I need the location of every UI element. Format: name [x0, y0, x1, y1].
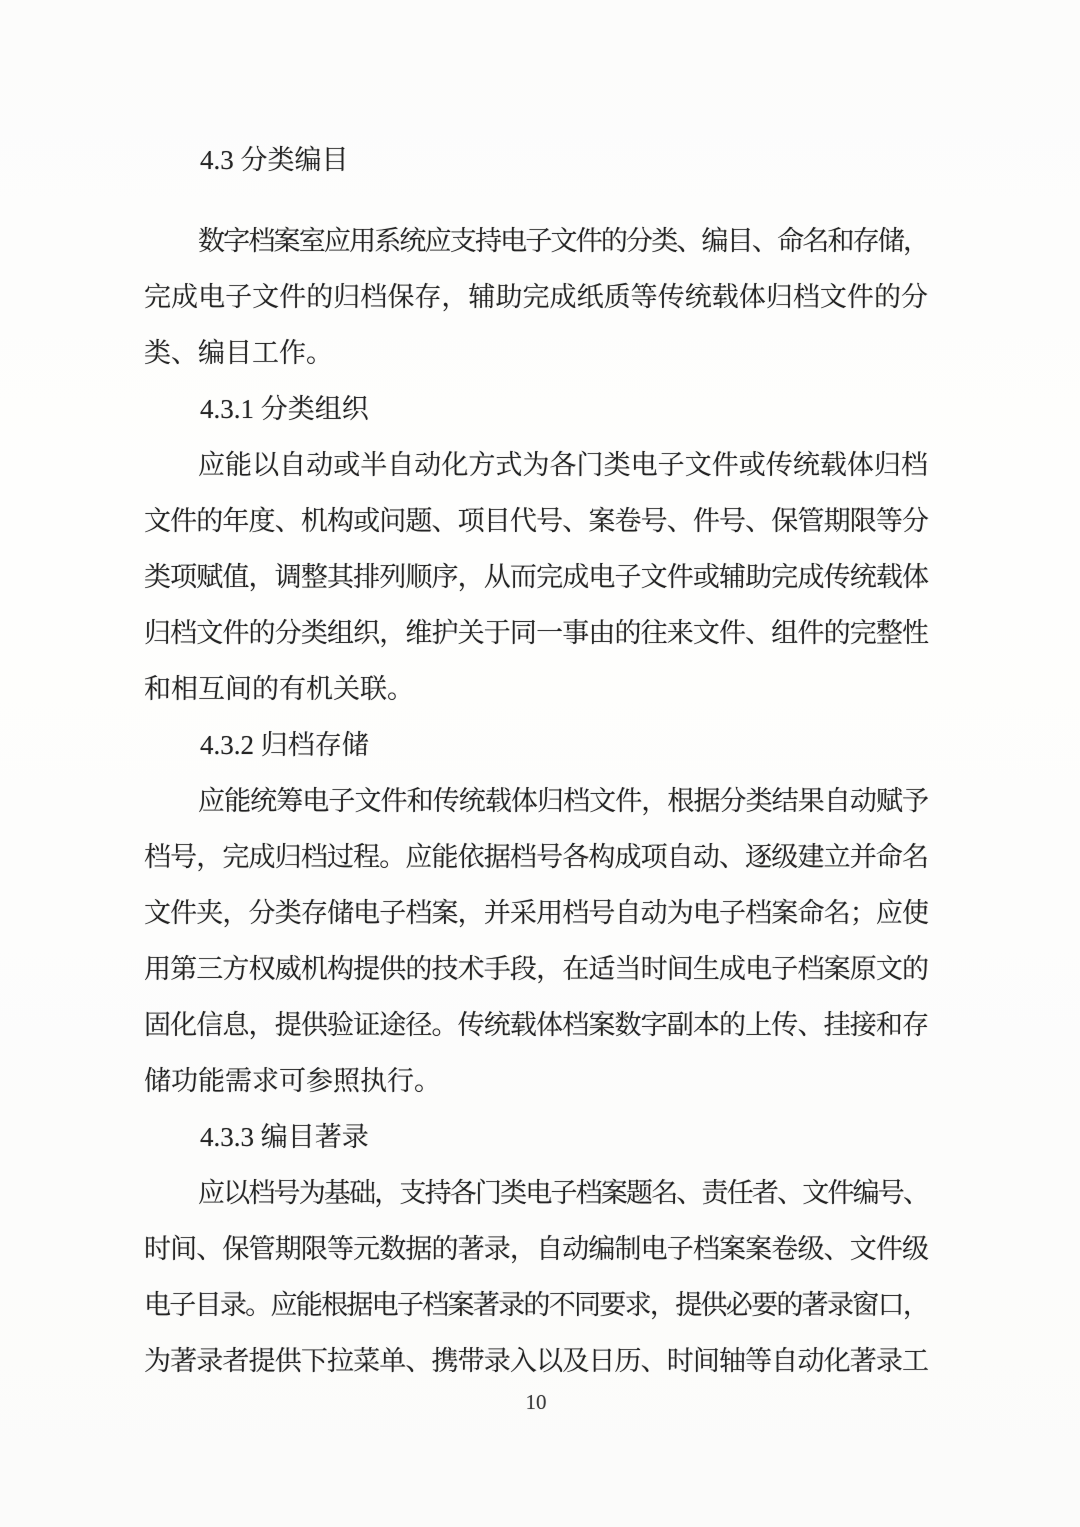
text-line: 和相互间的有机关联。 — [144, 674, 414, 704]
heading-line: 4.3.2 归档存储 — [200, 730, 369, 760]
text-line: 归档文件的分类组织，维护关于同一事由的往来文件、组件的完整性 — [144, 618, 928, 648]
text-line: 数字档案室应用系统应支持电子文件的分类、编目、命名和存储， — [198, 226, 928, 256]
text-line: 应以档号为基础，支持各门类电子档案题名、责任者、文件编号、 — [198, 1178, 928, 1208]
text-line: 文件夹，分类存储电子档案，并采用档号自动为电子档案命名；应使 — [144, 898, 928, 928]
text-line: 电子目录。应能根据电子档案著录的不同要求，提供必要的著录窗口， — [144, 1290, 928, 1320]
text-line: 储功能需求可参照执行。 — [144, 1066, 441, 1096]
heading-line: 4.3.3 编目著录 — [200, 1122, 369, 1152]
page-number: 10 — [525, 1390, 547, 1414]
heading-line: 4.3.1 分类组织 — [200, 394, 369, 424]
text-line: 为著录者提供下拉菜单、携带录入以及日历、时间轴等自动化著录工 — [144, 1346, 928, 1376]
text-line: 档号，完成归档过程。应能依据档号各构成项自动、逐级建立并命名 — [144, 842, 928, 872]
text-line: 时间、保管期限等元数据的著录，自动编制电子档案案卷级、文件级 — [144, 1234, 928, 1264]
heading-line: 4.3 分类编目 — [200, 145, 349, 175]
text-line: 用第三方权威机构提供的技术手段，在适当时间生成电子档案原文的 — [144, 954, 928, 984]
text-line: 文件的年度、机构或问题、项目代号、案卷号、件号、保管期限等分 — [144, 506, 928, 536]
document-body — [144, 132, 928, 1415]
text-line: 类项赋值，调整其排列顺序，从而完成电子文件或辅助完成传统载体 — [144, 562, 928, 592]
text-line: 完成电子文件的归档保存，辅助完成纸质等传统载体归档文件的分 — [144, 282, 928, 312]
text-line: 类、编目工作。 — [144, 338, 333, 368]
text-line: 应能统筹电子文件和传统载体归档文件，根据分类结果自动赋予 — [198, 786, 928, 816]
text-line: 应能以自动或半自动化方式为各门类电子文件或传统载体归档 — [198, 450, 928, 480]
text-line: 固化信息，提供验证途径。传统载体档案数字副本的上传、挂接和存 — [144, 1010, 928, 1040]
